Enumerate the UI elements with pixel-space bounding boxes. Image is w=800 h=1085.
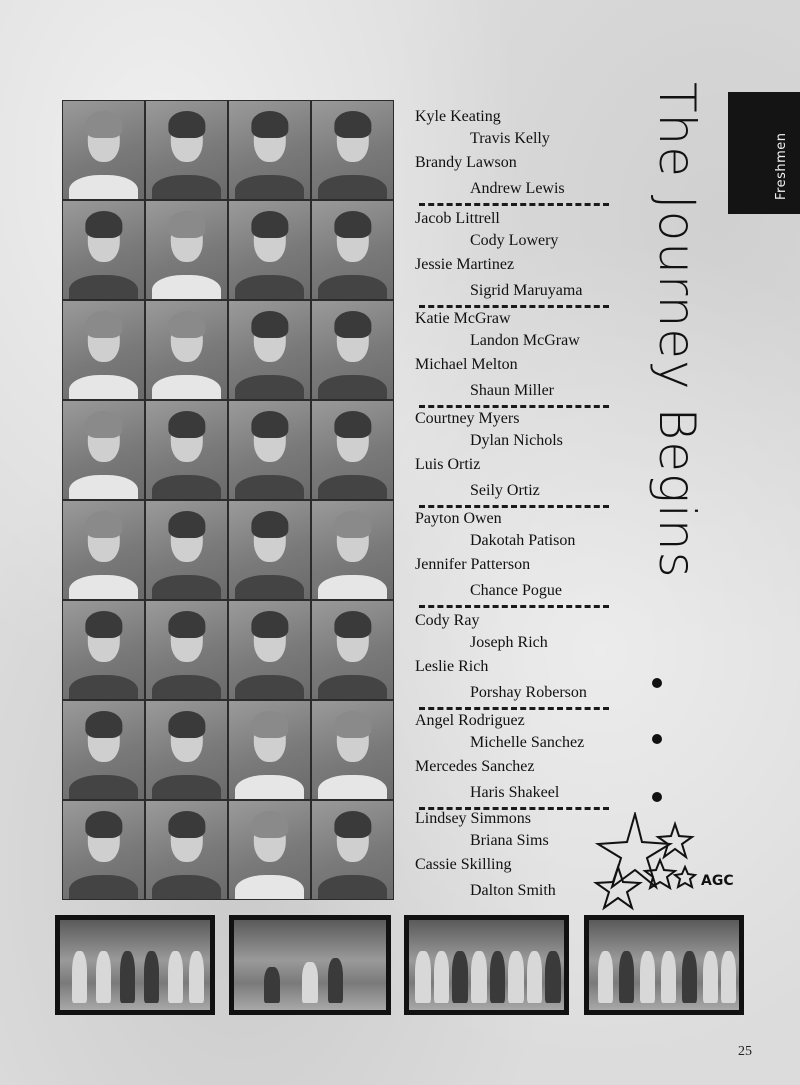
student-name: Cody Ray [415,612,480,629]
student-name: Porshay Roberson [470,684,587,701]
student-portrait [312,401,393,499]
student-portrait [146,701,227,799]
student-name: Michael Melton [415,356,518,373]
candid-photo [404,915,569,1015]
student-portrait [312,601,393,699]
student-portrait [229,201,310,299]
student-name: Haris Shakeel [470,784,560,801]
ellipsis-dot [652,792,662,802]
candid-photo [229,915,391,1015]
student-name: Payton Owen [415,510,502,527]
student-portrait [312,301,393,399]
section-tab-label: Freshmen [774,132,789,200]
student-portrait [229,501,310,599]
student-name: Andrew Lewis [470,180,565,197]
student-portrait [312,701,393,799]
student-name: Kyle Keating [415,108,501,125]
page-title-text: The Journey Begins [648,82,706,579]
student-name: Sigrid Maruyama [470,282,583,299]
dashed-divider [419,203,609,206]
student-portrait [312,201,393,299]
student-portrait [229,101,310,199]
student-portrait [312,501,393,599]
student-portrait [146,601,227,699]
student-name: Cody Lowery [470,232,559,249]
dashed-divider [419,405,609,408]
student-portrait [63,701,144,799]
student-name: Michelle Sanchez [470,734,585,751]
student-portrait [229,401,310,499]
student-name: Leslie Rich [415,658,489,675]
dashed-divider [419,305,609,308]
ellipsis-dot [652,734,662,744]
student-name: Seily Ortiz [470,482,540,499]
student-portrait [146,801,227,899]
stars-logo-icon [590,812,700,912]
student-name: Brandy Lawson [415,154,517,171]
dashed-divider [419,505,609,508]
student-name: Travis Kelly [470,130,550,147]
student-portrait [63,101,144,199]
student-name: Dalton Smith [470,882,556,899]
student-name: Chance Pogue [470,582,562,599]
student-name: Jessie Martinez [415,256,515,273]
student-portrait [63,201,144,299]
student-name: Courtney Myers [415,410,520,427]
candid-photo [584,915,744,1015]
student-name: Lindsey Simmons [415,810,532,827]
student-portrait [146,501,227,599]
student-portrait [229,301,310,399]
student-portrait [63,301,144,399]
student-portrait [229,701,310,799]
candid-photo [55,915,215,1015]
section-tab [728,92,800,214]
student-name: Shaun Miller [470,382,554,399]
student-portrait [146,401,227,499]
student-portrait [229,801,310,899]
portrait-grid [62,100,394,900]
student-portrait [63,801,144,899]
student-portrait [229,601,310,699]
agc-logo: AGC [701,873,734,889]
student-portrait [63,401,144,499]
student-portrait [312,801,393,899]
student-name: Luis Ortiz [415,456,481,473]
page-title [648,82,718,682]
student-name: Jacob Littrell [415,210,500,227]
student-portrait [63,601,144,699]
student-name: Briana Sims [470,832,549,849]
student-name: Katie McGraw [415,310,511,327]
student-portrait [146,201,227,299]
student-portrait [146,101,227,199]
student-name: Jennifer Patterson [415,556,531,573]
dashed-divider [419,605,609,608]
student-portrait [312,101,393,199]
name-list [405,100,620,920]
student-name: Mercedes Sanchez [415,758,535,775]
student-name: Joseph Rich [470,634,548,651]
student-name: Cassie Skilling [415,856,512,873]
student-name: Angel Rodriguez [415,712,525,729]
ellipsis-dot [652,678,662,688]
dashed-divider [419,707,609,710]
student-portrait [63,501,144,599]
student-name: Landon McGraw [470,332,580,349]
student-portrait [146,301,227,399]
student-name: Dakotah Patison [470,532,576,549]
page-number: 25 [738,1044,752,1059]
student-name: Dylan Nichols [470,432,563,449]
